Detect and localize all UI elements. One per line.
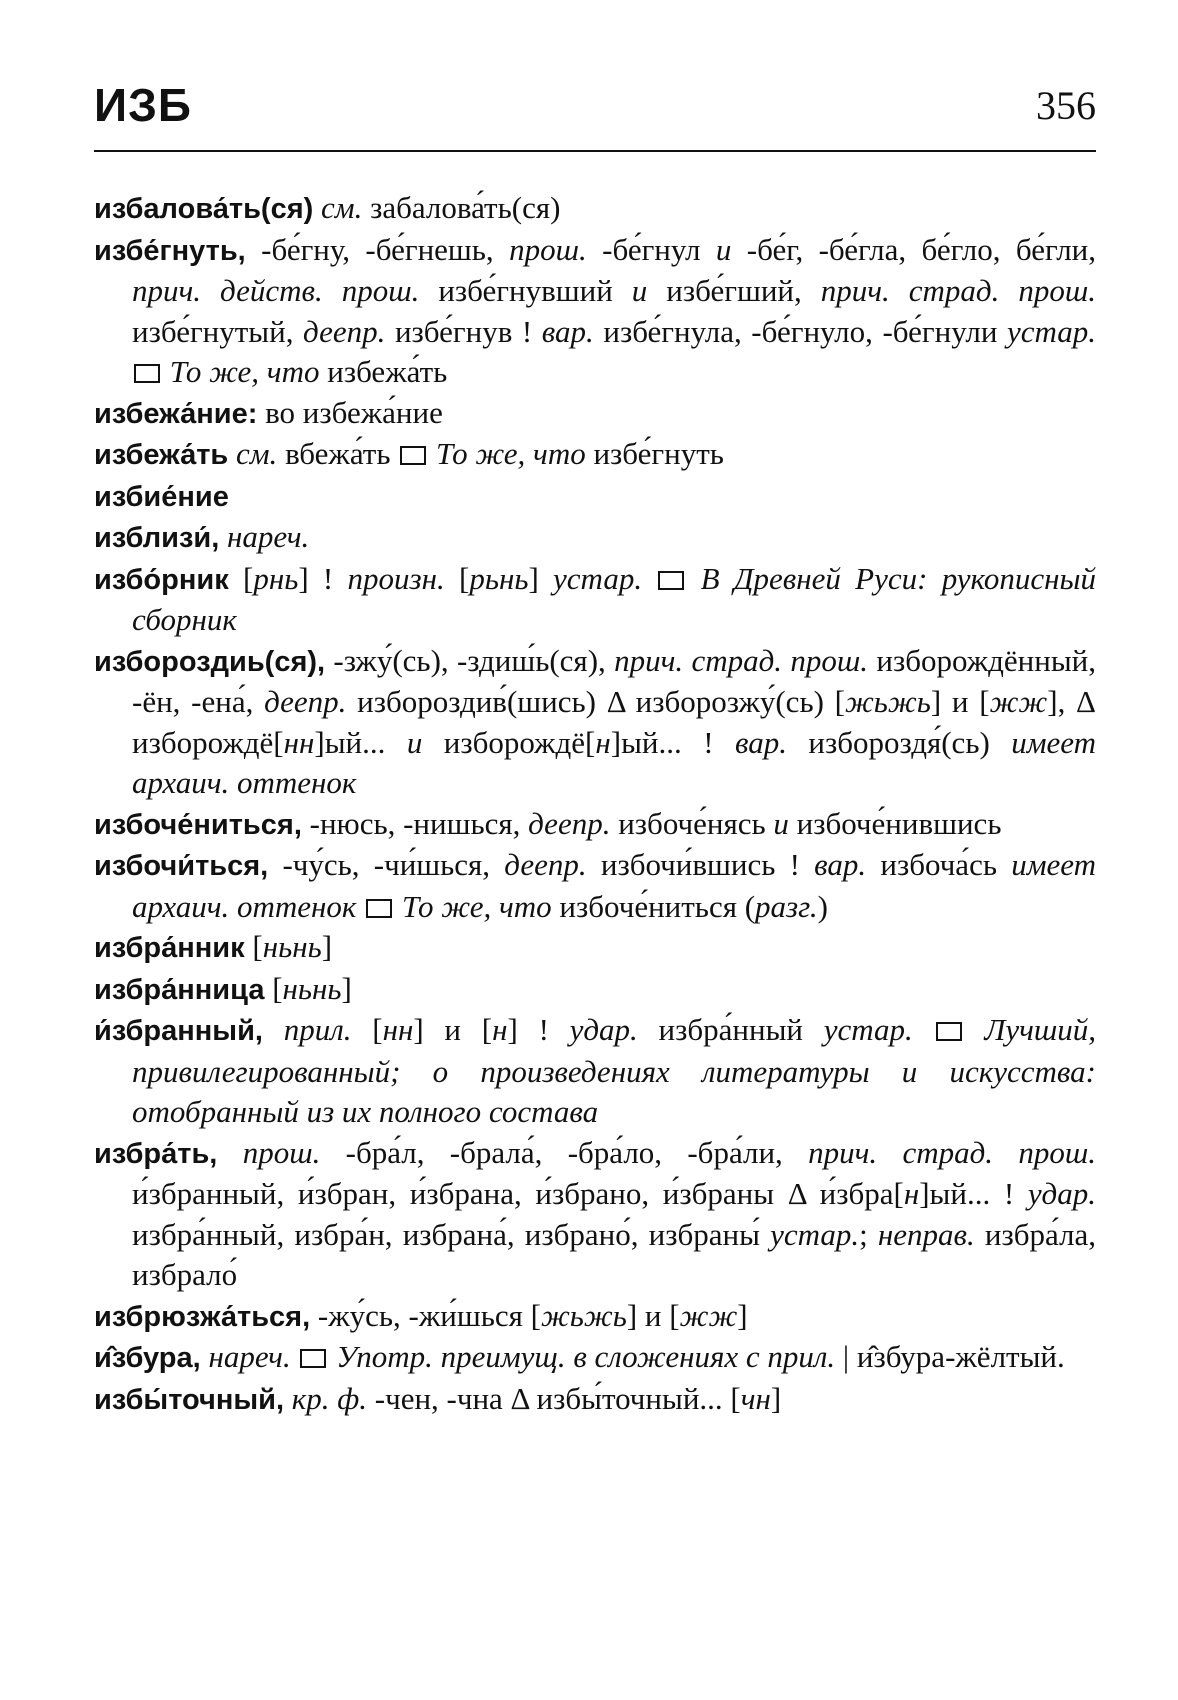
entry-text <box>228 436 236 471</box>
italic-note: деепр. <box>528 805 611 841</box>
entry-text: ] ! <box>507 1012 570 1047</box>
entry-text: ]ый... ! <box>919 1176 1028 1211</box>
dictionary-entry <box>94 1379 1096 1421</box>
entry-text: избороздив́(шись) Δ изборозжу́(сь) [ <box>346 684 845 719</box>
entry-text: -чу́сь, -чи́шься, <box>268 847 505 882</box>
entry-text: [ <box>264 970 283 1006</box>
entry-text: ]ый... ! <box>610 724 735 760</box>
dictionary-entry <box>94 476 1096 518</box>
italic-note: нареч. <box>227 519 310 554</box>
guide-word: ИЗБ <box>94 79 192 131</box>
entry-text: во избежа́ние <box>257 394 443 430</box>
italic-note: удар. <box>569 1012 638 1047</box>
entry-text: ] ! <box>298 560 348 596</box>
italic-note: см. <box>321 190 363 225</box>
italic-note: имеет архаич. оттенок <box>132 724 1096 800</box>
entry-text: ) <box>817 888 828 924</box>
entry-text: избе́гнула, -бе́гнуло, -бе́гнули <box>593 313 1007 349</box>
entry-text: -жу́сь, -жи́шься [ <box>310 1297 541 1333</box>
entry-text: [ <box>351 1012 383 1047</box>
headword: избра́ть, <box>94 1137 218 1170</box>
italic-note: и <box>631 273 648 308</box>
entry-text: избоче́нясь <box>610 805 774 841</box>
italic-note: и <box>406 724 423 760</box>
definition-box-icon <box>300 1349 326 1368</box>
italic-note: прич. страд. прош. <box>820 273 1096 308</box>
italic-note: и <box>715 231 732 267</box>
italic-note: В Древней Руси: рукописный сборник <box>132 560 1096 637</box>
entry-text: избра́нный <box>637 1012 824 1047</box>
entry-text: [ <box>444 560 470 596</box>
headword: и́збранный, <box>94 1015 263 1047</box>
dictionary-entries <box>94 188 1096 1420</box>
headword: избалова́ть(ся) <box>94 193 314 225</box>
entry-text: избе́гнув ! <box>385 313 542 349</box>
entry-text: [ <box>228 560 254 596</box>
italic-note: н <box>492 1012 508 1047</box>
entry-text: ] <box>770 1380 782 1416</box>
entry-text: избра́ла, избрало́ <box>132 1216 1096 1292</box>
italic-note: рнь <box>253 560 299 596</box>
headword: избра́нница <box>94 973 265 1006</box>
dictionary-entry <box>94 559 1096 641</box>
entry-text: ] и [ <box>930 684 990 719</box>
dictionary-entry <box>94 1337 1096 1379</box>
entry-text: ], Δ изборождё[ <box>132 684 1096 760</box>
dictionary-entry <box>94 804 1096 846</box>
italic-note: нареч. <box>208 1339 291 1374</box>
dictionary-entry <box>94 188 1096 230</box>
headword: избоче́ниться, <box>94 808 302 841</box>
entry-text: избе́гший, <box>647 273 821 308</box>
italic-note: см. <box>236 436 278 471</box>
dictionary-entry <box>94 927 1096 969</box>
entry-text: избра́нный, избра́н, избрана́, избрано́, избраны́ <box>132 1216 771 1252</box>
entry-text <box>356 889 364 924</box>
italic-note: чн <box>740 1380 771 1416</box>
entry-text: избоче́ниться ( <box>551 888 756 924</box>
italic-note: рьнь <box>469 560 529 596</box>
italic-note: прош. <box>242 1134 321 1170</box>
headword: и̂збура, <box>94 1342 201 1374</box>
italic-note: н <box>595 724 611 760</box>
italic-note: нн <box>283 724 315 760</box>
headword: избы́точный, <box>94 1383 285 1416</box>
entry-text: -нюсь, -нишься, <box>301 805 529 841</box>
italic-note: произн. <box>347 560 445 596</box>
dictionary-entry <box>94 1133 1096 1296</box>
italic-note: кр. ф. <box>291 1380 368 1416</box>
dictionary-entry <box>94 434 1096 476</box>
entry-text: -бра́л, -брала́, -бра́ло, -бра́ли, <box>320 1134 809 1170</box>
definition-box-icon <box>134 364 160 383</box>
italic-note: разг. <box>755 888 818 924</box>
entry-text: избе́гнуть <box>585 436 724 471</box>
entry-text: ]ый... <box>314 724 407 760</box>
italic-note: ньнь <box>282 970 342 1006</box>
italic-note: Лучший, привилегированный; о произведениях литературы и искусства: отобранный из их полного состава <box>132 1012 1097 1129</box>
italic-note: То же, что <box>169 354 320 389</box>
definition-box-icon <box>400 446 426 465</box>
italic-note: нн <box>382 1012 414 1047</box>
italic-note: жж <box>989 684 1048 719</box>
entry-text: -бе́г, -бе́гла, бе́гло, бе́гли, <box>731 231 1096 267</box>
entry-text: -зжу́(сь), -здиш́ь(ся), <box>325 642 615 678</box>
dictionary-entry <box>94 1010 1096 1133</box>
entry-text: забалова́ть(ся) <box>362 190 561 225</box>
italic-note: вар. <box>734 724 787 760</box>
headword: избрюзжа́ться, <box>94 1300 311 1333</box>
entry-text <box>394 889 402 924</box>
entry-text <box>162 354 170 389</box>
entry-text: изборождённый, -ён, -ена́, <box>132 642 1096 719</box>
italic-note: деепр. <box>303 313 386 349</box>
headword: избороздиь(ся), <box>94 645 326 678</box>
definition-box-icon <box>936 1022 962 1041</box>
entry-text: ] <box>528 560 554 596</box>
entry-text: избоча́сь <box>866 847 1012 882</box>
italic-note: имеет архаич. оттенок <box>132 847 1096 924</box>
entry-text <box>686 561 700 596</box>
italic-note: То же, что <box>401 888 552 924</box>
page-header <box>94 78 1096 152</box>
italic-note: удар. <box>1027 1176 1096 1211</box>
entry-text: -бе́гнул <box>586 231 716 267</box>
entry-text: ] и [ <box>626 1297 680 1333</box>
headword: избо́рник <box>94 563 229 596</box>
entry-text: вбежа́ть <box>277 436 399 471</box>
italic-note: жж <box>679 1297 738 1333</box>
entry-text <box>313 190 321 225</box>
italic-note: прош. <box>509 231 587 267</box>
entry-text: | и̂збура-жёлтый. <box>835 1339 1065 1374</box>
entry-text: -бе́гну, -бе́гнешь, <box>245 231 510 267</box>
italic-note: прич. страд. прош. <box>808 1134 1096 1170</box>
italic-note: жьжь <box>540 1297 627 1333</box>
definition-box-icon <box>366 899 392 918</box>
dictionary-entry <box>94 845 1096 927</box>
definition-box-icon <box>658 571 684 590</box>
italic-note: устар. <box>770 1216 860 1252</box>
entry-text <box>291 1339 299 1374</box>
italic-note: устар. <box>823 1012 913 1047</box>
entry-text: ; <box>859 1216 878 1252</box>
headword: избе́гнуть, <box>94 234 246 267</box>
italic-note: устар. <box>1006 313 1097 349</box>
entry-text <box>642 561 656 596</box>
italic-note: вар. <box>814 847 867 882</box>
entry-text: изборождё[ <box>422 724 596 760</box>
italic-note: Употр. преимущ. в сложениях с прил. <box>336 1339 836 1374</box>
headword: избочи́ться, <box>94 850 269 882</box>
italic-note: То же, что <box>435 436 586 471</box>
entry-text: ] <box>321 929 333 964</box>
italic-note: устар. <box>553 560 643 596</box>
entry-text: [ <box>244 929 263 964</box>
entry-text: избе́гнутый, <box>132 313 304 349</box>
entry-text: избежа́ть <box>319 354 448 389</box>
headword: избие́ние <box>94 480 229 513</box>
entry-text <box>964 1012 985 1047</box>
entry-text <box>219 519 227 554</box>
italic-note: вар. <box>541 313 594 349</box>
headword: изблизи́, <box>94 522 220 554</box>
page-number: 356 <box>1036 83 1096 128</box>
dictionary-entry <box>94 641 1096 804</box>
italic-note: ньнь <box>262 929 322 964</box>
italic-note: жьжь <box>844 684 931 719</box>
headword: избежа́ть <box>94 439 229 471</box>
entry-text <box>913 1012 934 1047</box>
entry-text <box>263 1012 284 1047</box>
dictionary-entry <box>94 969 1096 1011</box>
italic-note: деепр. <box>504 847 587 882</box>
italic-note: неправ. <box>877 1216 975 1252</box>
italic-note: прил. <box>283 1012 352 1047</box>
entry-text: избоче́нившись <box>788 805 1002 841</box>
entry-text: избочи́вшись ! <box>586 847 815 882</box>
italic-note: и <box>773 805 789 841</box>
entry-text: избороздя́(сь) <box>786 724 1012 760</box>
headword: избежа́ние: <box>94 397 258 430</box>
italic-note: деепр. <box>264 684 347 719</box>
dictionary-entry <box>94 393 1096 435</box>
italic-note: н <box>903 1176 920 1211</box>
dictionary-entry <box>94 230 1096 393</box>
headword: избра́нник <box>94 932 245 964</box>
entry-text <box>284 1381 292 1416</box>
italic-note: прич. страд. прош. <box>614 642 869 678</box>
entry-text: ] <box>737 1297 748 1333</box>
entry-text: -чен, -чна Δ избы́точный... [ <box>367 1380 741 1416</box>
entry-text <box>217 1135 242 1170</box>
dictionary-entry <box>94 1296 1096 1338</box>
italic-note: прич. действ. прош. <box>132 273 420 308</box>
dictionary-entry <box>94 517 1096 559</box>
entry-text: ] <box>341 970 352 1006</box>
entry-text: ] и [ <box>413 1012 493 1047</box>
entry-text: и́збранный, и́збран, и́збрана, и́збрано, и́збраны Δ и́збра[ <box>132 1176 904 1211</box>
entry-text <box>428 436 436 471</box>
entry-text: избе́гнувший <box>419 273 632 308</box>
